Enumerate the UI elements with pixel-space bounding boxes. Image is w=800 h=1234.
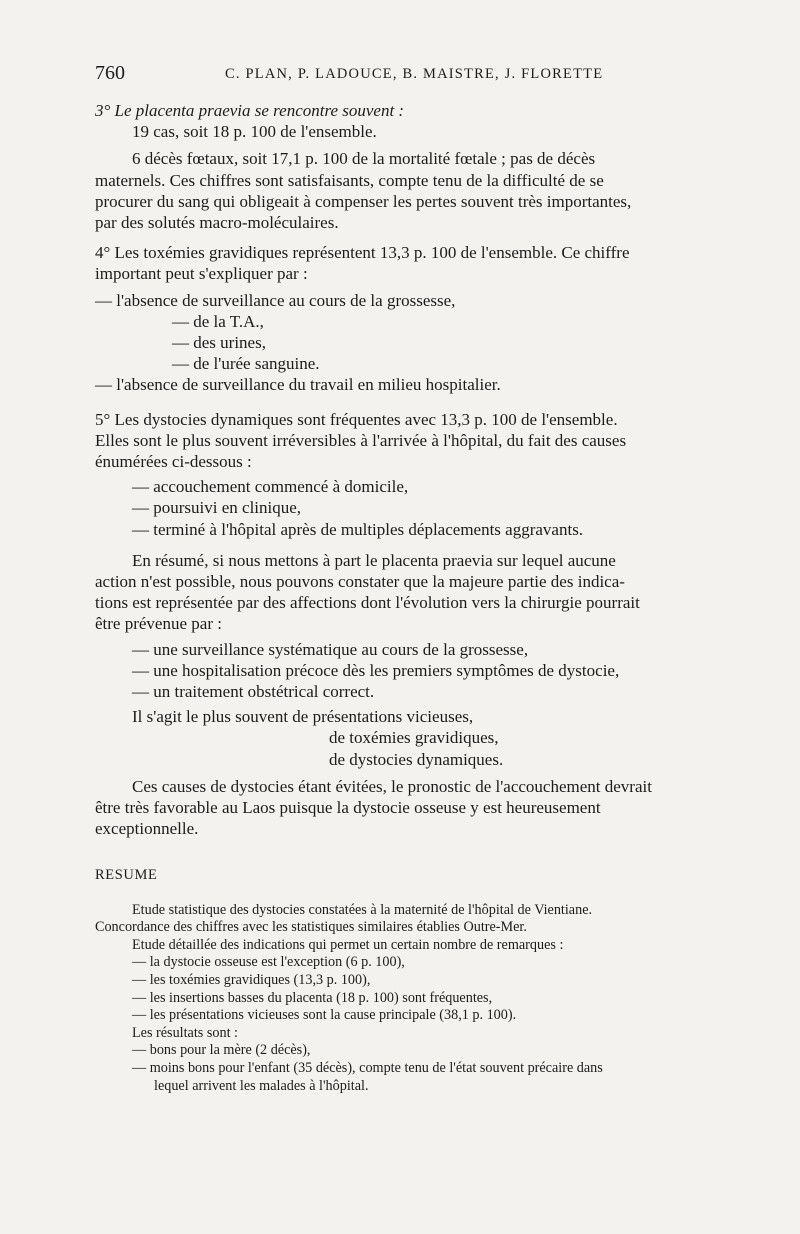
section-5-heading: 5° Les dystocies dynamiques sont fréquentes avec 13,3 p. 100 de l'ensemble. bbox=[95, 409, 618, 429]
paragraph-line: être prévenue par : bbox=[95, 614, 222, 634]
section-3-heading: 3° Le placenta praevia se rencontre souvent : bbox=[95, 101, 405, 120]
summary-paragraph: En résumé, si nous mettons à part le placenta praevia sur lequel aucune bbox=[132, 550, 616, 570]
paragraph-line: par des solutés macro-moléculaires. bbox=[95, 213, 339, 233]
list-item: — l'absence de surveillance du travail en milieu hospitalier. bbox=[95, 375, 501, 395]
list-item: — l'absence de surveillance au cours de la grossesse, bbox=[95, 290, 456, 310]
paragraph-line: de toxémies gravidiques, bbox=[329, 728, 499, 748]
resume-line: Etude détaillée des indications qui permet un certain nombre de remarques : bbox=[132, 936, 564, 953]
main-text bbox=[95, 100, 721, 1095]
resume-block bbox=[95, 902, 721, 1096]
paragraph-line: maternels. Ces chiffres sont satisfaisants, compte tenu de la difficulté de se bbox=[95, 170, 604, 190]
paragraph-line: 19 cas, soit 18 p. 100 de l'ensemble. bbox=[132, 122, 377, 142]
paragraph-line: de dystocies dynamiques. bbox=[329, 749, 504, 769]
paragraph-line: exceptionnelle. bbox=[95, 819, 199, 839]
resume-line: Etude statistique des dystocies constatées à la maternité de l'hôpital de Vientiane. bbox=[132, 901, 593, 918]
list-item: — un traitement obstétrical correct. bbox=[132, 682, 375, 702]
paragraph-line: Il s'agit le plus souvent de présentations vicieuses, bbox=[132, 707, 474, 727]
resume-line: — les toxémies gravidiques (13,3 p. 100), bbox=[132, 972, 371, 989]
paragraph-line: procurer du sang qui obligeait à compenser les pertes souvent très importantes, bbox=[95, 191, 632, 211]
paragraph-line: Elles sont le plus souvent irréversibles à l'arrivée à l'hôpital, du fait des causes bbox=[95, 430, 627, 450]
resume-line: lequel arrivent les malades à l'hôpital. bbox=[154, 1077, 369, 1094]
list-item: — poursuivi en clinique, bbox=[132, 498, 302, 518]
list-item: — des urines, bbox=[172, 333, 266, 353]
page-number: 760 bbox=[95, 62, 125, 84]
paragraph-line: important peut s'expliquer par : bbox=[95, 264, 308, 284]
resume-line: — bons pour la mère (2 décès), bbox=[132, 1042, 311, 1059]
paragraph-line: tions est représentée par des affections dont l'évolution vers la chirurgie pourrait bbox=[95, 593, 640, 613]
list-item: — de l'urée sanguine. bbox=[172, 354, 320, 374]
resume-line: Les résultats sont : bbox=[132, 1024, 238, 1041]
paragraph-line: 6 décès fœtaux, soit 17,1 p. 100 de la mortalité fœtale ; pas de décès bbox=[132, 149, 596, 169]
section-4-heading: 4° Les toxémies gravidiques représentent 13,3 p. 100 de l'ensemble. Ce chiffre bbox=[95, 243, 630, 263]
resume-line: Concordance des chiffres avec les statistiques similaires établies Outre-Mer. bbox=[95, 919, 527, 936]
paragraph-line: énumérées ci-dessous : bbox=[95, 452, 252, 472]
list-item: — de la T.A., bbox=[172, 311, 264, 331]
paragraph-line: être très favorable au Laos puisque la dystocie osseuse y est heureusement bbox=[95, 798, 601, 818]
resume-line: — moins bons pour l'enfant (35 décès), compte tenu de l'état souvent précaire dans bbox=[132, 1060, 603, 1077]
list-item: — une hospitalisation précoce dès les premiers symptômes de dystocie, bbox=[132, 660, 620, 680]
list-item: — terminé à l'hôpital après de multiples déplacements aggravants. bbox=[132, 519, 584, 539]
conclusion-paragraph: Ces causes de dystocies étant évitées, le pronostic de l'accouchement devrait bbox=[132, 776, 652, 796]
running-header bbox=[95, 62, 725, 90]
resume-line: — les présentations vicieuses sont la cause principale (38,1 p. 100). bbox=[132, 1007, 517, 1024]
list-item: — accouchement commencé à domicile, bbox=[132, 477, 409, 497]
resume-title: RESUME bbox=[95, 866, 158, 883]
list-item: — une surveillance systématique au cours de la grossesse, bbox=[132, 639, 529, 659]
resume-line: — les insertions basses du placenta (18 p. 100) sont fréquentes, bbox=[132, 989, 493, 1006]
paragraph-line: action n'est possible, nous pouvons constater que la majeure partie des indica- bbox=[95, 572, 625, 592]
resume-line: — la dystocie osseuse est l'exception (6 p. 100), bbox=[132, 954, 405, 971]
running-authors: C. PLAN, P. LADOUCE, B. MAISTRE, J. FLORETTE bbox=[225, 66, 604, 82]
